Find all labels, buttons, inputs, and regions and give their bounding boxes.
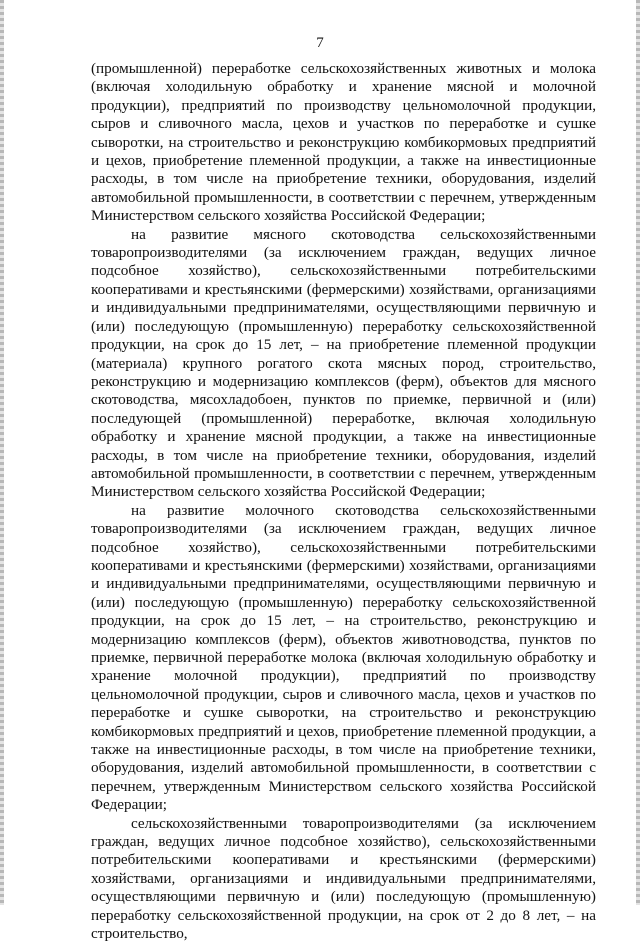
paragraph-continuation: (промышленной) переработке сельскохозяйственных животных и молока (включая холодильную обработку и хранение мясной и молочной продукции), предприятий по производству цельномолочной продукции, сыров и сливочного масла, цехов и участков по переработке и сушке сыворотки, на строительство и реконструкцию комбикормовых предприятий и цехов, приобретение племенной продукции, а также на инвестиционные расходы, в том числе на приобретение техники, оборудования, изделий автомобильной промышленности, в соответствии с перечнем, утвержденным Министерством сельского хозяйства Российской Федерации;	[91, 60, 596, 225]
paragraph-meat-cattle: на развитие мясного скотоводства сельскохозяйственными товаропроизводителями (за исключением граждан, ведущих личное подсобное хозяйство), сельскохозяйственными потребительскими кооперативами и крестьянскими (фермерскими) хозяйствами, организациями и индивидуальными предпринимателями, осуществляющими первичную и (или) последующую (промышленную) переработку сельскохозяйственной продукции, на срок до 15 лет, – на приобретение племенной продукции (материала) крупного рогатого скота мясных пород, строительство, реконструкцию и модернизацию комплексов (ферм), объектов для мясного скотоводства, мясохладобоен, пунктов по приемке, первичной и (или) последующей (промышленной) переработке, включая холодильную обработку и хранение мясной продукции, а также на инвестиционные расходы, в том числе на приобретение техники, оборудования, изделий автомобильной промышленности, в соответствии с перечнем, утвержденным Министерством сельского хозяйства Российской Федерации;	[91, 225, 596, 501]
paragraph-producers: сельскохозяйственными товаропроизводителями (за исключением граждан, ведущих личное подсобное хозяйство), сельскохозяйственными потребительскими кооперативами и крестьянскими (фермерскими) хозяйствами, организациями и индивидуальными предпринимателями, осуществляющими первичную и (или) последующую (промышленную) переработку сельскохозяйственной продукции, на срок от 2 до 8 лет, – на строительство,	[91, 814, 596, 943]
scan-edge-right	[636, 0, 640, 905]
paragraph-dairy-cattle: на развитие молочного скотоводства сельскохозяйственными товаропроизводителями (за исключением граждан, ведущих личное подсобное хозяйство), сельскохозяйственными потребительскими кооперативами и крестьянскими (фермерскими) хозяйствами, организациями и индивидуальными предпринимателями, осуществляющими первичную и (или) последующую (промышленную) переработку сельскохозяйственной продукции, на срок до 15 лет, – на строительство, реконструкцию и модернизацию комплексов (ферм), объектов животноводства, пунктов по приемке, первичной переработке молока (включая холодильную обработку и хранение молочной продукции), предприятий по производству цельномолочной продукции, сыров и сливочного масла, цехов и участков по переработке и сушке сыворотки, на строительство и реконструкцию комбикормовых предприятий и цехов, приобретение племенной продукции, а также на инвестиционные расходы, в том числе на приобретение техники, оборудования, изделий автомобильной промышленности, в соответствии с перечнем, утвержденным Министерством сельского хозяйства Российской Федерации;	[91, 501, 596, 814]
page-number: 7	[316, 35, 324, 51]
scan-edge-left	[0, 0, 4, 905]
document-body	[91, 60, 596, 944]
